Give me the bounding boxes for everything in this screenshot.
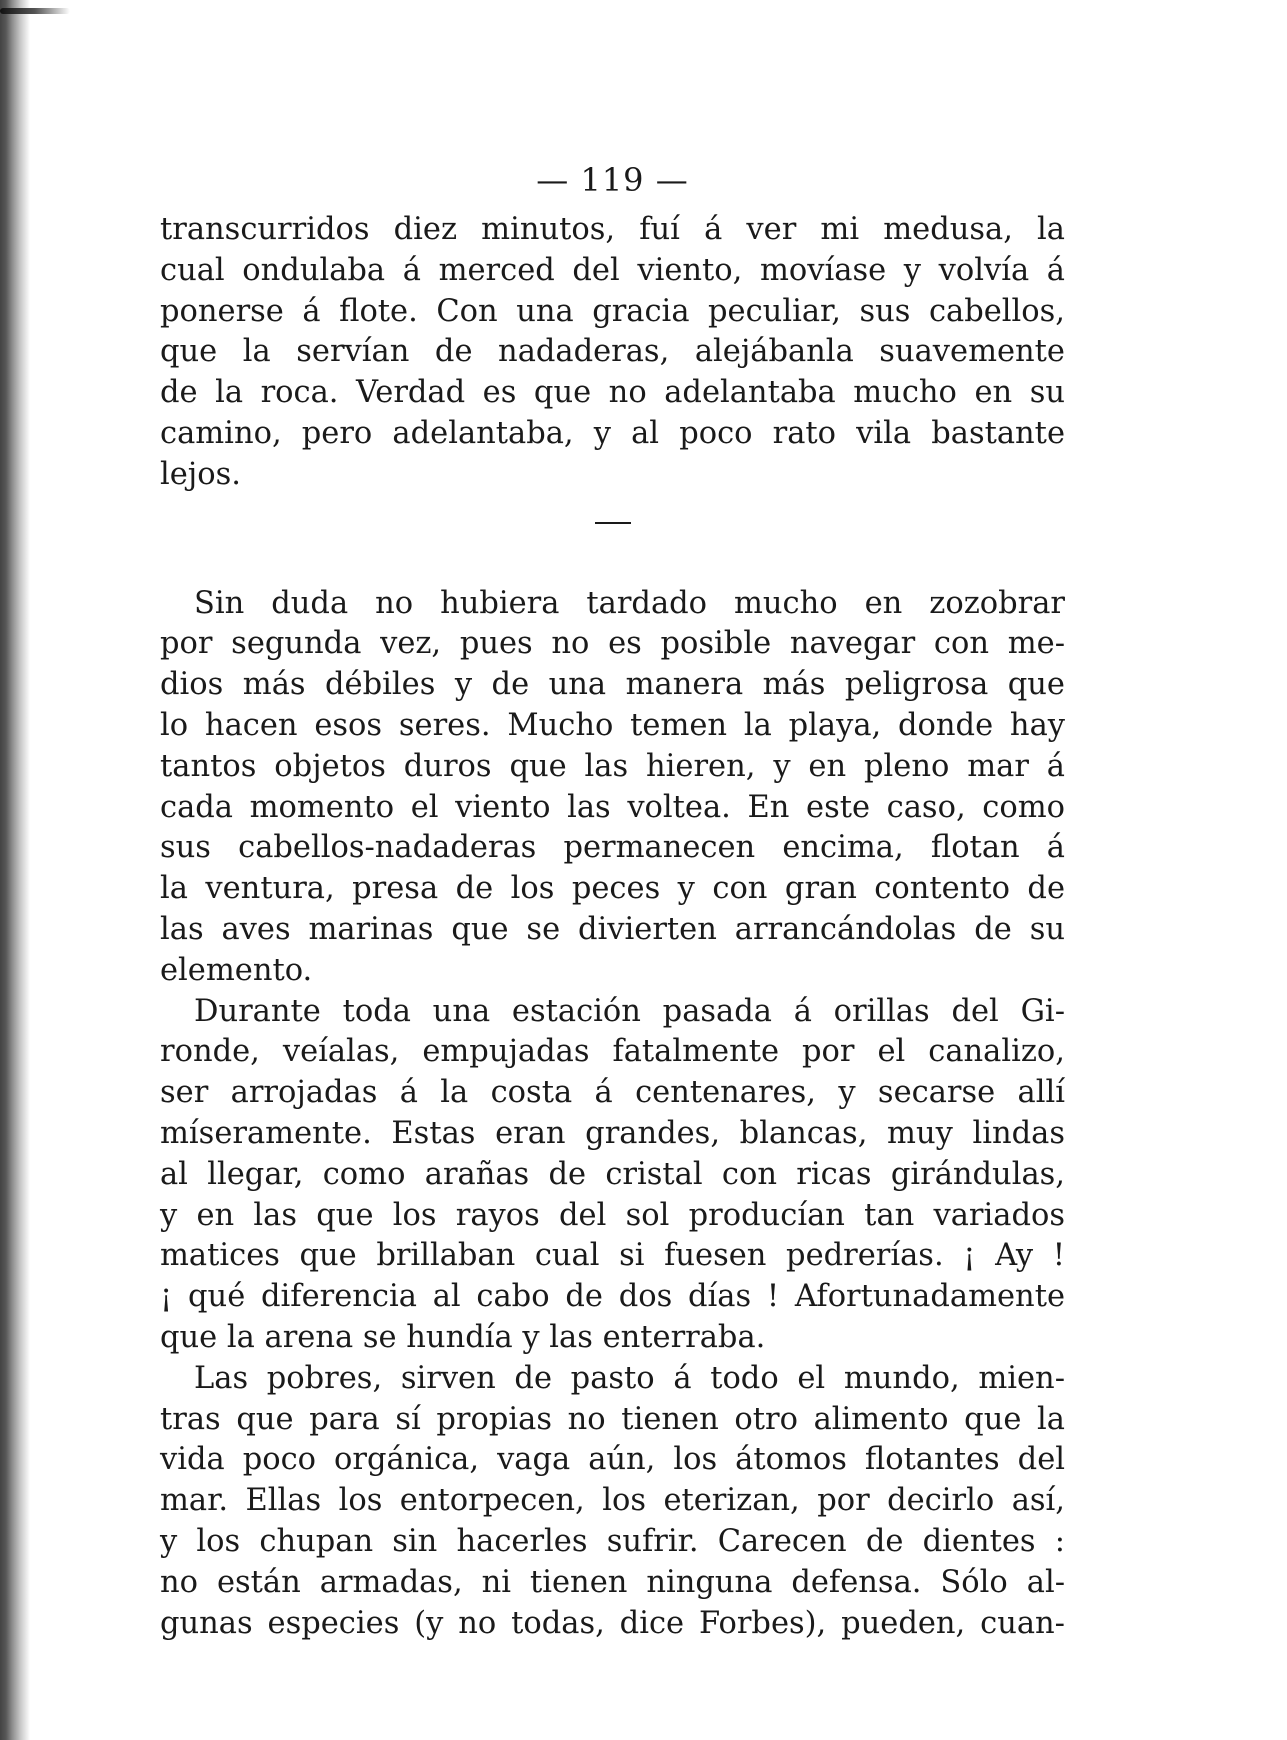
- text-line: que la servían de nadaderas, alejábanla suavemente: [160, 334, 1065, 370]
- text-line: transcurridos diez minutos, fuí á ver mi medusa, la: [160, 212, 1065, 247]
- text-line: al llegar, como arañas de cristal con ricas girándulas,: [160, 1156, 1065, 1192]
- text-line: ser arrojadas á la costa á centenares, y secarse allí: [160, 1075, 1065, 1111]
- text-line: cada momento el viento las voltea. En este caso, como: [160, 789, 1065, 825]
- text-line: dios más débiles y de una manera más peligrosa que: [160, 667, 1065, 703]
- text-line: mar. Ellas los entorpecen, los eterizan, por decirlo así,: [160, 1483, 1065, 1519]
- binding-mark: [0, 8, 70, 14]
- section-separator: [595, 522, 631, 524]
- text-line: de la roca. Verdad es que no adelantaba mucho en su: [160, 375, 1065, 411]
- text-line: la ventura, presa de los peces y con gran contento de: [160, 871, 1065, 907]
- text-line: ronde, veíalas, empujadas fatalmente por el canalizo,: [160, 1034, 1065, 1070]
- page-number: — 119 —: [536, 161, 689, 199]
- text-line: que la arena se hundía y las enterraba.: [160, 1319, 766, 1355]
- text-line: míseramente. Estas eran grandes, blancas, muy lindas: [160, 1115, 1065, 1151]
- text-line: sus cabellos-nadaderas permanecen encima, flotan á: [160, 830, 1065, 866]
- text-line: ¡ qué diferencia al cabo de dos días ! Afortunadamente: [160, 1279, 1065, 1315]
- paragraph-sin-duda: [160, 584, 1065, 992]
- text-line: tras que para sí propias no tienen otro alimento que la: [160, 1401, 1065, 1437]
- text-line: gunas especies (y no todas, dice Forbes), pueden, cuan-: [160, 1605, 1065, 1641]
- text-line: las aves marinas que se divierten arrancándolas de su: [160, 911, 1065, 947]
- text-line: Las pobres, sirven de pasto á todo el mundo, mien-: [194, 1360, 1065, 1396]
- text-line: cual ondulaba á merced del viento, movíase y volvía á: [160, 252, 1065, 288]
- text-line: lo hacen esos seres. Mucho temen la playa, donde hay: [160, 707, 1065, 743]
- paragraph-las-pobres: [160, 1359, 1065, 1645]
- text-line: lejos.: [160, 456, 241, 492]
- text-line: camino, pero adelantaba, y al poco rato vila bastante: [160, 415, 1065, 451]
- text-line: y en las que los rayos del sol producían tan variados: [160, 1197, 1065, 1233]
- text-line: elemento.: [160, 952, 313, 988]
- text-line: ponerse á flote. Con una gracia peculiar, sus cabellos,: [160, 293, 1065, 329]
- text-line: por segunda vez, pues no es posible navegar con me-: [160, 626, 1065, 662]
- text-line: Durante toda una estación pasada á orillas del Gi-: [194, 993, 1065, 1029]
- text-line: matices que brillaban cual si fuesen pedrerías. ¡ Ay !: [160, 1238, 1065, 1274]
- paragraph-continuation: [160, 210, 1065, 496]
- text-line: vida poco orgánica, vaga aún, los átomos flotantes del: [160, 1442, 1065, 1478]
- paragraph-durante: [160, 992, 1065, 1359]
- page-binding-shadow: [0, 0, 30, 1740]
- book-page: [160, 160, 1065, 1640]
- text-line: tantos objetos duros que las hieren, y en pleno mar á: [160, 748, 1065, 784]
- text-line: no están armadas, ni tienen ninguna defensa. Sólo al-: [160, 1564, 1065, 1600]
- text-line: Sin duda no hubiera tardado mucho en zozobrar: [194, 585, 1065, 621]
- text-line: y los chupan sin hacerles sufrir. Carecen de dientes :: [160, 1523, 1065, 1559]
